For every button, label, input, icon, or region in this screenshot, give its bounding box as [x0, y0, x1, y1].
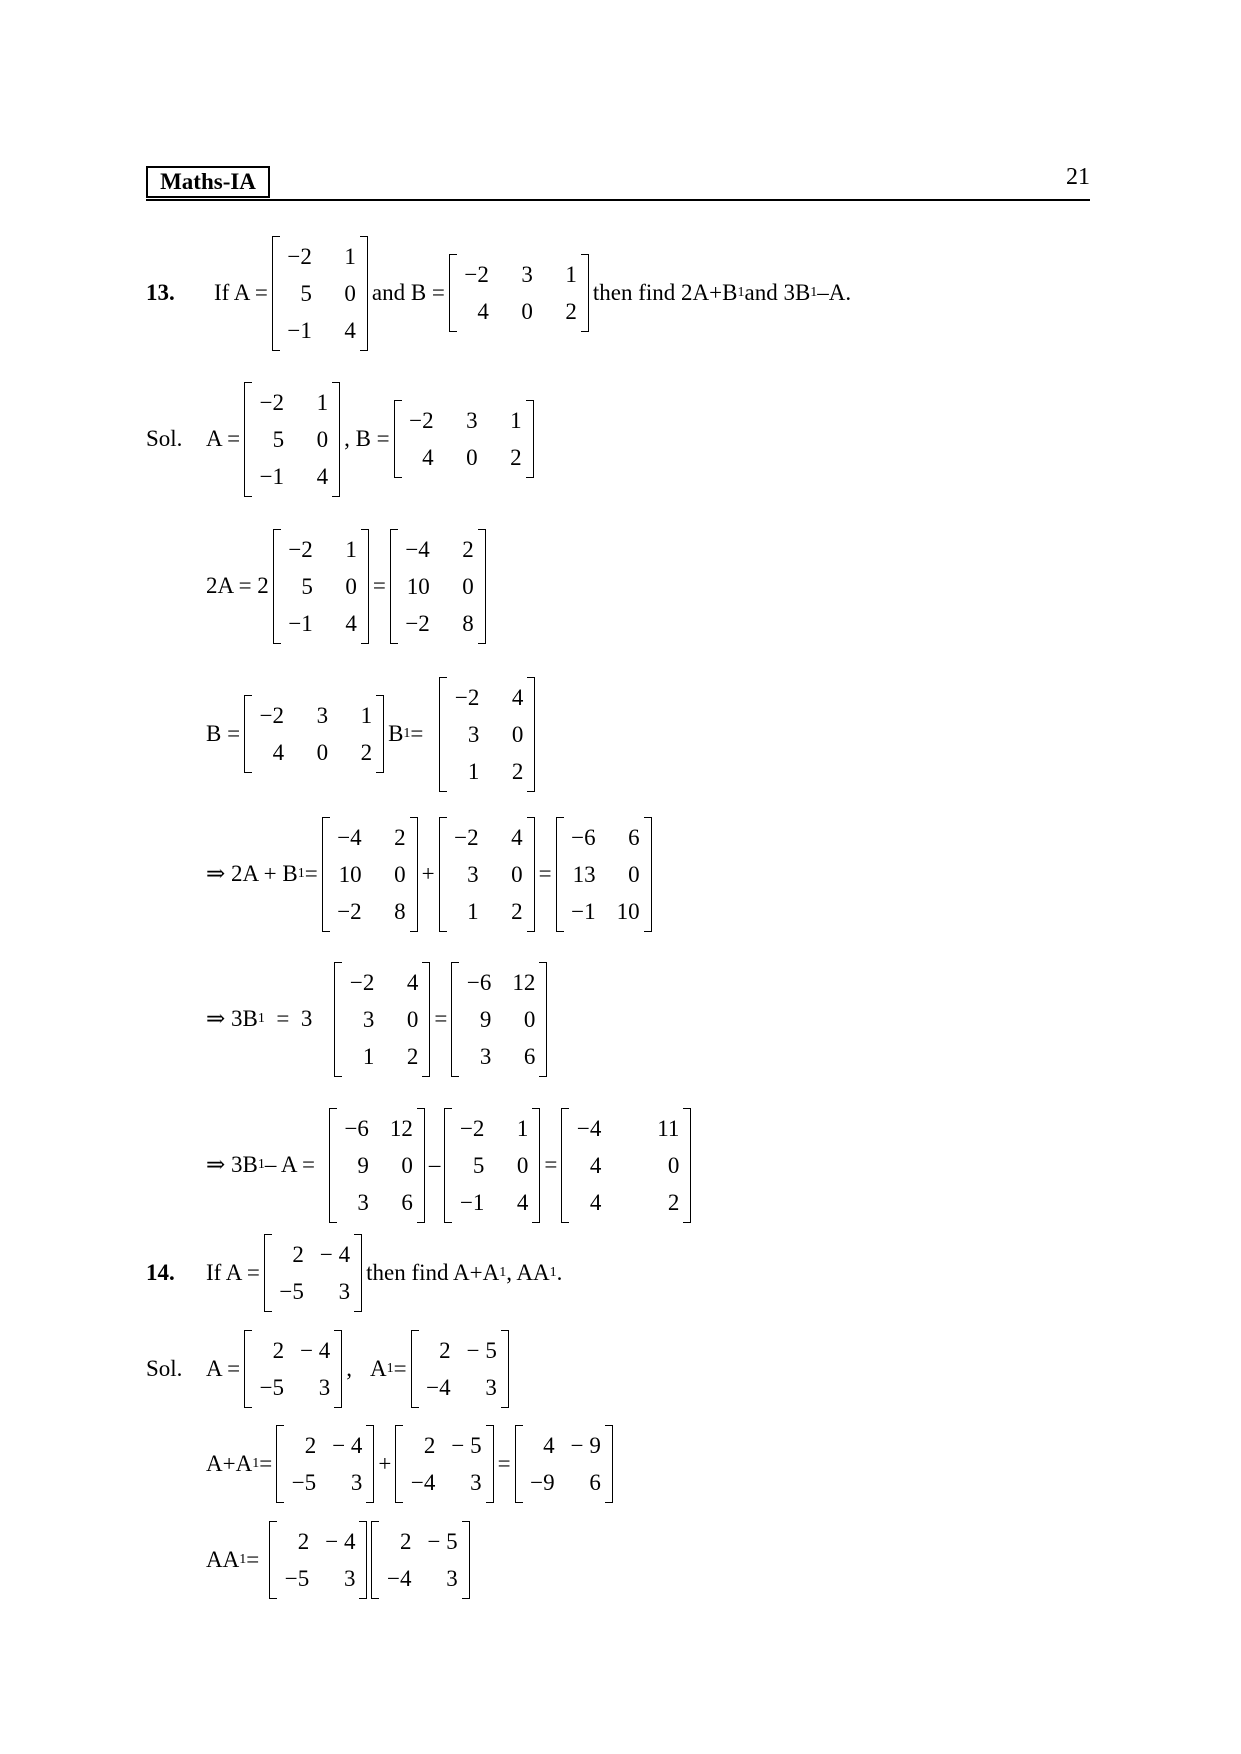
left-bracket: [561, 1108, 569, 1223]
sol-label: Sol.: [146, 426, 183, 451]
matrix-cell: − 5: [427, 1529, 458, 1554]
matrix-cell: 5: [472, 1152, 485, 1178]
left-bracket: [334, 962, 342, 1077]
b-label: B =: [206, 721, 241, 746]
plus-sign: +: [378, 1451, 392, 1476]
matrix-cell: 6: [401, 1189, 413, 1215]
matrix-cell: −2: [259, 703, 285, 728]
matrix-cell: −2: [259, 389, 285, 415]
sum-label: A+A: [206, 1451, 253, 1476]
left-bracket: [264, 1234, 272, 1312]
matrix-cell: 1: [360, 703, 373, 728]
comma: ,: [346, 1356, 353, 1381]
matrix-cell: 2: [304, 1433, 317, 1458]
bt-eq: =: [410, 721, 424, 746]
matrix-cell: 2: [423, 1433, 436, 1458]
matrix-cell: 4: [511, 824, 523, 850]
matrix-cell: 10: [616, 898, 640, 924]
matrix-cell: 0: [316, 740, 329, 765]
matrix-cell: 2: [511, 898, 523, 924]
matrix-cell: 3: [350, 1470, 363, 1495]
matrix-cell: 4: [345, 610, 357, 636]
equals-sign: =: [434, 1006, 448, 1031]
matrix: [269, 1521, 367, 1599]
matrix: [329, 1108, 425, 1223]
matrix-cell: −4: [337, 824, 362, 850]
right-bracket: [334, 1330, 342, 1408]
two-a-label: 2A = 2: [206, 573, 269, 598]
matrix-cell: 0: [628, 861, 640, 887]
left-bracket: [244, 695, 252, 773]
three-bt-step: ⇒ 3B 1 = 3 −2 4 3 0 1 2 = −6 12 9 0 3 6: [206, 964, 551, 1074]
matrix: [272, 236, 368, 351]
matrix-cell: 12: [389, 1115, 413, 1141]
q13-then-find: then find 2A+B: [592, 280, 738, 305]
plus-sign: +: [421, 861, 435, 886]
matrix-cell: 3: [485, 1375, 497, 1400]
matrix-cell: −1: [287, 317, 312, 343]
product-step-14: AA 1 = 2 − 4 −5 3 2 − 5 −4 3: [206, 1523, 474, 1597]
matrix-cell: 8: [394, 898, 406, 924]
prod-label: AA: [206, 1547, 240, 1572]
matrix-cell: 3: [479, 1043, 492, 1069]
matrix-cell: 0: [523, 1006, 536, 1032]
matrix-cell: 0: [667, 1152, 680, 1178]
matrix-cell: −2: [337, 898, 362, 924]
matrix-cell: 0: [516, 1152, 529, 1178]
matrix-cell: 0: [462, 573, 474, 599]
matrix-cell: −2: [454, 824, 479, 850]
matrix-cell: −2: [287, 243, 312, 269]
matrix-cell: −5: [284, 1566, 310, 1591]
equals-sign: =: [497, 1451, 511, 1476]
matrix-cell: 2: [292, 1242, 304, 1267]
matrix-cell: 4: [543, 1433, 555, 1458]
right-bracket: [478, 529, 486, 644]
matrix-cell: 12: [512, 969, 536, 995]
matrix-cell: −4: [386, 1566, 412, 1591]
matrix-cell: 1: [316, 389, 329, 415]
three-bt-label: ⇒ 3B: [206, 1006, 258, 1031]
sum-label: ⇒ 2A + B: [206, 861, 298, 886]
matrix-cell: 0: [401, 1152, 413, 1178]
matrix-cell: 4: [477, 299, 489, 324]
right-bracket: [422, 962, 430, 1077]
matrix-cell: 1: [344, 243, 356, 269]
sum-eq: =: [304, 861, 318, 886]
matrix-cell: −5: [279, 1279, 304, 1304]
left-bracket: [394, 400, 402, 478]
matrix-cell: 2: [511, 758, 524, 784]
matrix-cell: 2: [399, 1529, 412, 1554]
left-bracket: [395, 1425, 403, 1503]
matrix-cell: 3: [467, 721, 480, 747]
left-bracket: [390, 529, 398, 644]
sum-step: ⇒ 2A + B 1 = −4 2 10 0 −2 8 + −2 4 3 0 1 2 = −6 6 13 0 −1 10: [206, 819, 656, 929]
matrix-cell: 3: [338, 1279, 351, 1304]
page-number: 21: [1066, 164, 1090, 190]
matrix-cell: −1: [288, 610, 313, 636]
matrix: [244, 1330, 342, 1408]
diff-step: ⇒ 3B 1 – A = −6 12 9 0 3 6 – −2 1 5 0 −1 4 = −4 11 4 0 4 2: [206, 1110, 695, 1220]
q13-and-3b: and 3B: [744, 280, 811, 305]
matrix-cell: − 4: [300, 1338, 331, 1363]
matrix-cell: 2: [667, 1189, 680, 1215]
right-bracket: [332, 382, 340, 497]
right-bracket: [581, 254, 589, 332]
left-bracket: [371, 1521, 379, 1599]
header-rule: [146, 199, 1090, 201]
right-bracket: [486, 1425, 494, 1503]
question-number: 13.: [146, 280, 175, 305]
matrix-cell: 9: [357, 1152, 369, 1178]
right-bracket: [462, 1521, 470, 1599]
matrix-cell: 3: [362, 1006, 375, 1032]
left-bracket: [273, 529, 281, 644]
matrix-cell: 4: [422, 445, 434, 470]
right-bracket: [501, 1330, 509, 1408]
matrix-cell: −2: [459, 1115, 485, 1141]
right-bracket: [417, 1108, 425, 1223]
b-transpose-step: B = −2 3 1 4 0 2 B 1 = −2 4 3 0 1 2: [206, 679, 539, 789]
question-14: 14. If A = 2 − 4 −5 3 then find A+A 1 , AA 1 .: [146, 1236, 562, 1310]
matrix-cell: 4: [511, 684, 524, 710]
right-bracket: [376, 695, 384, 773]
matrix-cell: 4: [406, 969, 419, 995]
equals-sign: =: [544, 1152, 558, 1177]
q14-end: .: [556, 1260, 563, 1285]
matrix-cell: 3: [467, 861, 479, 887]
bt-label: B: [388, 721, 404, 746]
matrix-cell: 4: [272, 740, 285, 765]
q14-mid: , AA: [506, 1260, 550, 1285]
matrix: [244, 695, 384, 773]
matrix-cell: 4: [316, 463, 329, 489]
prod-eq: =: [246, 1547, 260, 1572]
right-bracket: [532, 1108, 540, 1223]
question-number: 14.: [146, 1260, 175, 1285]
diff-eq: – A =: [264, 1152, 315, 1177]
right-bracket: [354, 1234, 362, 1312]
minus-sign: –: [428, 1152, 441, 1177]
right-bracket: [410, 817, 418, 932]
matrix: [390, 529, 486, 644]
matrix-cell: −6: [344, 1115, 369, 1141]
matrix-cell: 11: [657, 1115, 680, 1141]
matrix-cell: 2: [439, 1338, 451, 1363]
matrix: [439, 677, 535, 792]
right-bracket: [644, 817, 652, 932]
matrix-cell: −4: [410, 1470, 436, 1495]
left-bracket: [329, 1108, 337, 1223]
matrix-cell: 0: [316, 426, 329, 452]
matrix-cell: 0: [511, 861, 523, 887]
sum-step-14: A+A 1 = 2 − 4 −5 3 + 2 − 5 −4 3 = 4 − 9 −9 6: [206, 1427, 617, 1501]
matrix: [322, 817, 418, 932]
matrix-cell: 1: [510, 408, 522, 433]
equals-sign: =: [372, 573, 386, 598]
left-bracket: [272, 236, 280, 351]
solution-13-given: [146, 384, 538, 494]
left-bracket: [515, 1425, 523, 1503]
q13-if-a: If A =: [214, 280, 268, 305]
matrix-cell: −2: [349, 969, 375, 995]
matrix-cell: 4: [589, 1152, 602, 1178]
three-bt-eq: = 3: [264, 1006, 313, 1031]
left-bracket: [244, 1330, 252, 1408]
left-bracket: [322, 817, 330, 932]
q13-minus-a: –A.: [817, 280, 852, 305]
matrix-cell: 6: [523, 1043, 536, 1069]
matrix-cell: − 4: [319, 1242, 351, 1267]
matrix-cell: 4: [589, 1189, 602, 1215]
matrix-cell: −4: [405, 536, 430, 562]
left-bracket: [439, 677, 447, 792]
matrix-cell: 2: [406, 1043, 419, 1069]
matrix-cell: −1: [459, 1189, 485, 1215]
matrix-cell: 0: [511, 721, 524, 747]
matrix-cell: −2: [409, 408, 434, 433]
right-bracket: [527, 677, 535, 792]
matrix-cell: −2: [454, 684, 480, 710]
matrix-cell: 0: [466, 445, 478, 470]
left-bracket: [439, 817, 447, 932]
left-bracket: [244, 382, 252, 497]
matrix: [244, 382, 340, 497]
matrix-cell: 1: [565, 262, 577, 287]
matrix-cell: 0: [406, 1006, 419, 1032]
diff-label: ⇒ 3B: [206, 1152, 258, 1177]
left-bracket: [556, 817, 564, 932]
right-bracket: [359, 1521, 367, 1599]
at-label: A: [370, 1356, 387, 1381]
b-eq: , B =: [344, 426, 390, 451]
matrix-cell: − 4: [325, 1529, 356, 1554]
matrix: [371, 1521, 469, 1599]
matrix-cell: 2: [360, 740, 373, 765]
matrix-cell: 1: [467, 758, 480, 784]
matrix-cell: 9: [479, 1006, 492, 1032]
matrix: [444, 1108, 540, 1223]
matrix-cell: 0: [345, 573, 357, 599]
matrix-cell: 5: [300, 280, 312, 306]
matrix-cell: 2: [272, 1338, 285, 1363]
left-bracket: [451, 962, 459, 1077]
matrix-cell: 0: [521, 299, 533, 324]
matrix-cell: − 9: [570, 1433, 601, 1458]
matrix-cell: −1: [259, 463, 285, 489]
right-bracket: [361, 529, 369, 644]
matrix-cell: 1: [516, 1115, 529, 1141]
matrix-cell: 0: [344, 280, 356, 306]
matrix-cell: 2: [297, 1529, 310, 1554]
solution-14-given: Sol. A = 2 − 4 −5 3 , A 1 = 2 − 5 −4 3: [146, 1332, 513, 1406]
matrix: [395, 1425, 493, 1503]
right-bracket: [605, 1425, 613, 1503]
q13-and-b: and B =: [371, 280, 445, 305]
matrix: [449, 254, 589, 332]
matrix: [394, 400, 534, 478]
matrix-cell: 0: [394, 861, 406, 887]
matrix: [451, 962, 547, 1077]
matrix-cell: −6: [571, 824, 596, 850]
matrix-cell: −2: [288, 536, 313, 562]
right-bracket: [683, 1108, 691, 1223]
matrix-cell: −5: [291, 1470, 317, 1495]
matrix-cell: 1: [467, 898, 479, 924]
right-bracket: [526, 400, 534, 478]
matrix-cell: −2: [464, 262, 489, 287]
matrix-cell: 13: [572, 861, 596, 887]
matrix-cell: 1: [345, 536, 357, 562]
matrix-cell: − 5: [451, 1433, 482, 1458]
matrix: [561, 1108, 691, 1223]
matrix: [411, 1330, 509, 1408]
q14-if-a: If A =: [206, 1260, 260, 1285]
matrix-cell: −2: [405, 610, 430, 636]
left-bracket: [444, 1108, 452, 1223]
matrix-cell: 2: [510, 445, 522, 470]
matrix-cell: −6: [466, 969, 492, 995]
sol-label: Sol.: [146, 1356, 183, 1381]
right-bracket: [539, 962, 547, 1077]
matrix-cell: 2: [462, 536, 474, 562]
matrix-cell: 3: [521, 262, 533, 287]
a-eq: A =: [206, 1356, 241, 1381]
matrix-cell: 4: [344, 317, 356, 343]
matrix-cell: 3: [357, 1189, 369, 1215]
matrix-cell: 10: [338, 861, 362, 887]
matrix-cell: 3: [318, 1375, 331, 1400]
matrix: [273, 529, 369, 644]
question-13: 13. If A = −2 1 5 0 −1 4 and B = −2 3 1 4 0 2 then find 2A+B 1 and 3B 1 –A.: [146, 238, 851, 348]
equals-sign: =: [538, 861, 552, 886]
matrix: [334, 962, 430, 1077]
matrix-cell: 2: [394, 824, 406, 850]
matrix-cell: − 4: [332, 1433, 363, 1458]
right-bracket: [527, 817, 535, 932]
matrix-cell: 5: [272, 426, 285, 452]
matrix-cell: −4: [426, 1375, 451, 1400]
left-bracket: [269, 1521, 277, 1599]
at-eq: =: [393, 1356, 407, 1381]
matrix: [515, 1425, 613, 1503]
matrix-cell: −5: [259, 1375, 285, 1400]
matrix-cell: −4: [576, 1115, 602, 1141]
matrix-cell: 8: [462, 610, 474, 636]
matrix-cell: 10: [406, 573, 430, 599]
subject-title: Maths-IA: [146, 166, 270, 198]
left-bracket: [449, 254, 457, 332]
sum-eq: =: [259, 1451, 273, 1476]
right-bracket: [366, 1425, 374, 1503]
matrix: [264, 1234, 362, 1312]
matrix-cell: 4: [516, 1189, 529, 1215]
matrix-cell: 3: [470, 1470, 482, 1495]
matrix-cell: 3: [343, 1566, 356, 1591]
matrix-cell: 6: [589, 1470, 601, 1495]
two-a-step: [206, 531, 490, 641]
left-bracket: [411, 1330, 419, 1408]
matrix-cell: 3: [446, 1566, 458, 1591]
left-bracket: [276, 1425, 284, 1503]
matrix-cell: 2: [565, 299, 577, 324]
a-eq: A =: [206, 426, 241, 451]
matrix: [439, 817, 535, 932]
matrix-cell: 5: [301, 573, 313, 599]
q14-then-find: then find A+A: [366, 1260, 500, 1285]
matrix-cell: 1: [362, 1043, 375, 1069]
matrix-cell: −1: [571, 898, 596, 924]
matrix-cell: 3: [316, 703, 329, 728]
matrix-cell: −9: [530, 1470, 555, 1495]
matrix: [276, 1425, 374, 1503]
matrix-cell: 3: [466, 408, 478, 433]
matrix-cell: − 5: [466, 1338, 497, 1363]
matrix-cell: 6: [628, 824, 640, 850]
matrix: [556, 817, 652, 932]
right-bracket: [360, 236, 368, 351]
